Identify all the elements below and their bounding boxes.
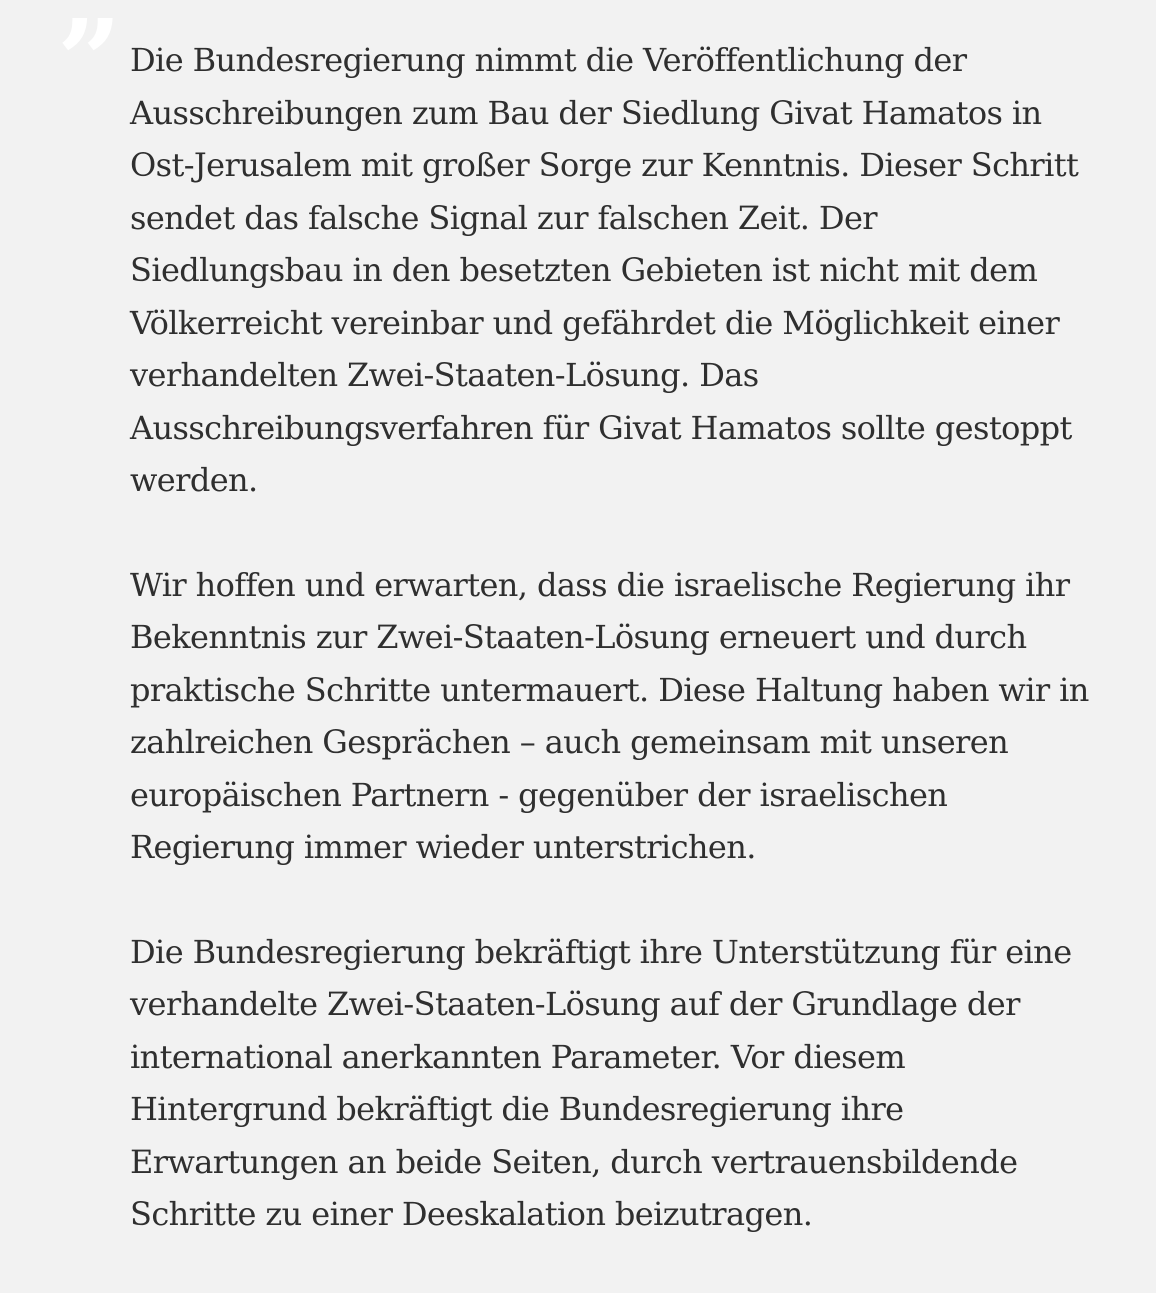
quote-paragraph-2: Wir hoffen und erwarten, dass die israelische Regierung ihr Bekenntnis zur Zwei-Staaten-Lösung erneuert und durch praktische Schritte untermauert. Diese Haltung haben wir in zahlreichen Gesprächen – auch gemeinsam mit unseren europäischen Partnern - gegenüber der israelischen Regierung immer wieder unterstrichen. <box>130 565 1089 866</box>
quote-paragraph-3: Die Bundesregierung bekräftigt ihre Unterstützung für eine verhandelte Zwei-Staaten-Lösung auf der Grundlage der international anerkannten Parameter. Vor diesem Hintergrund bekräftigt die Bundesregierung ihre Erwartungen an beide Seiten, durch vertrauensbildende Schritte zu einer Deeskalation beizutragen. <box>130 932 1072 1233</box>
quote-paragraph-1: Die Bundesregierung nimmt die Veröffentlichung der Ausschreibungen zum Bau der Siedlung Givat Hamatos in Ost-Jerusalem mit großer Sorge zur Kenntnis. Dieser Schritt sendet das falsche Signal zur falschen Zeit. Der Siedlungsbau in den besetzten Gebieten ist nicht mit dem Völkerreicht vereinbar und gefährdet die Möglichkeit einer verhandelten Zwei-Staaten-Lösung. Das Ausschreibungsverfahren für Givat Hamatos sollte gestoppt werden. <box>130 41 1079 499</box>
quotation-mark-icon: ” <box>57 0 116 127</box>
quote-text <box>130 34 1090 1293</box>
